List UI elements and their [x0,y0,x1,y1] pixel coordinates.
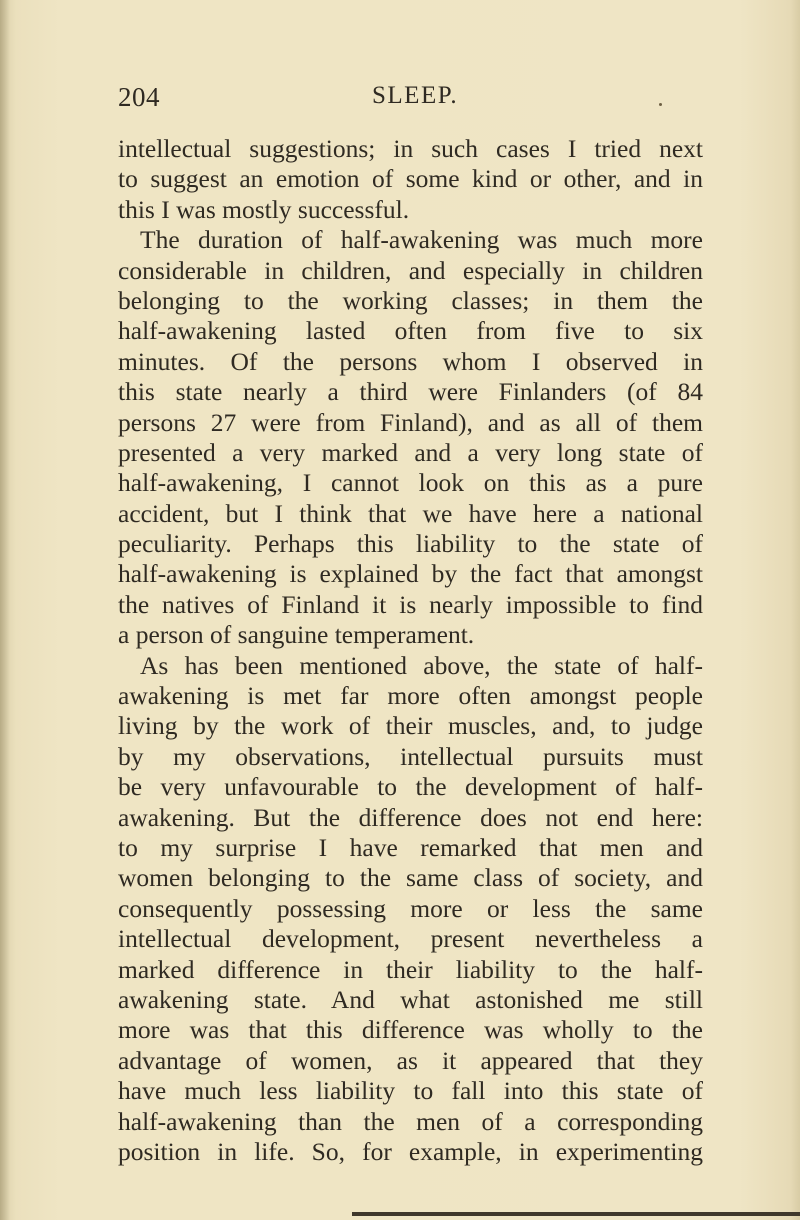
text-line: women belonging to the same class of society, and [118,863,703,893]
text-line: to my surprise I have remarked that men and [118,832,703,862]
text-line: peculiarity. Perhaps this liability to the state of [118,529,703,559]
text-line: considerable in children, and especially in children [118,255,703,285]
body-text [118,134,703,1167]
text-line: half-awakening, I cannot look on this as a pure [118,468,703,498]
text-line: this I was mostly successful. [118,194,410,224]
text-line: marked difference in their liability to the half- [118,954,703,984]
print-speck [659,103,662,106]
text-line: persons 27 were from Finland), and as all of them [118,407,703,437]
text-line: the natives of Finland it is nearly impossible to find [118,589,703,619]
text-line: half-awakening is explained by the fact that amongst [118,559,703,589]
text-line: accident, but I think that we have here a national [118,498,703,528]
text-line: a person of sanguine temperament. [118,620,475,650]
text-line: awakening. But the difference does not end here: [118,802,703,832]
text-line: minutes. Of the persons whom I observed in [118,346,703,376]
text-line: consequently possessing more or less the same [118,893,703,923]
text-line: be very unfavourable to the development of half- [118,772,703,802]
text-line: As has been mentioned above, the state of half- [140,650,703,680]
text-line: half-awakening than the men of a corresponding [118,1106,703,1136]
text-line: have much less liability to fall into this state of [118,1076,703,1106]
text-line: The duration of half-awakening was much more [140,225,703,255]
running-head: SLEEP. [372,82,459,109]
text-line: presented a very marked and a very long state of [118,437,703,467]
page-gutter-shadow [0,0,10,1220]
page-edge-rule [352,1212,800,1216]
text-line: intellectual suggestions; in such cases I tried next [118,134,703,163]
text-line: intellectual development, present nevertheless a [118,924,703,954]
text-line: more was that this difference was wholly to the [118,1015,703,1045]
text-line: position in life. So, for example, in experimenting [118,1136,703,1166]
text-line: this state nearly a third were Finlanders (of 84 [118,377,703,407]
text-line: belonging to the working classes; in them the [118,285,703,315]
page-header [118,82,678,116]
text-line: awakening state. And what astonished me still [118,984,703,1014]
page-number: 204 [118,82,160,112]
text-line: awakening is met far more often amongst people [118,681,703,711]
text-line: living by the work of their muscles, and, to judge [118,711,703,741]
text-line: advantage of women, as it appeared that they [118,1045,703,1075]
text-line: to suggest an emotion of some kind or other, and in [118,164,703,194]
text-line: half-awakening lasted often from five to six [118,316,703,346]
text-line: by my observations, intellectual pursuits must [118,741,703,771]
